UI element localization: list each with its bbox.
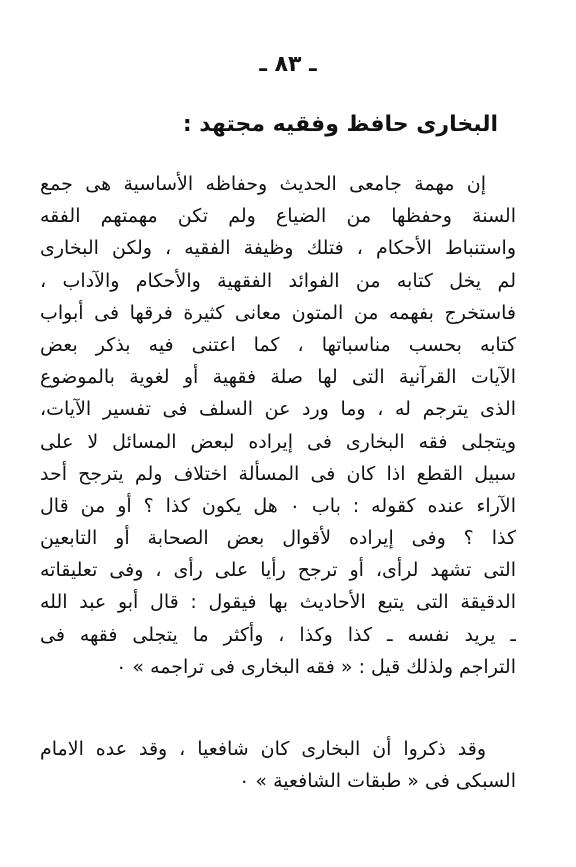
- text-line: ـ يريد نفسه ـ كذا وكذا ، وأكثر ما يتجلى فقهه فى: [40, 623, 516, 646]
- text-line: واستنباط الأحكام ، فتلك وظيفة الفقيه ، ولكن البخارى: [40, 237, 516, 260]
- text-line: فاستخرج بفهمه من المتون معانى كثيرة فرقها فى أبواب: [40, 301, 516, 324]
- text-line: الآيات القرآنية التى لها صلة فقهية أو لغوية بالموضوع: [40, 366, 516, 389]
- text-line: السنة وحفظها من الضياع ولم تكن مهمتهم الفقه: [40, 205, 516, 228]
- paragraph-2: [40, 733, 516, 797]
- text-line: السبكى فى « طبقات الشافعية » ٠: [239, 770, 516, 793]
- text-line: الآراء عنده كقوله : باب ٠ هل يكون كذا ؟ أو من قال: [40, 494, 516, 517]
- text-line: وقد ذكروا أن البخارى كان شافعيا ، وقد عده الامام: [40, 738, 486, 760]
- text-line: لم يخل كتابه من الفوائد الفقهية والأحكام والآداب ،: [40, 269, 516, 292]
- section-title: البخارى حافظ وفقيه مجتهد :: [182, 112, 498, 137]
- text-line: التى تشهد لرأى، أو ترجح رأيا على رأى ، وفى تعليقاته: [40, 559, 516, 582]
- text-line: سبيل القطع اذا كان فى المسألة اختلاف ولم يترجح أحد: [40, 462, 516, 485]
- text-line: ويتجلى فقه البخارى فى إيراده لبعض المسائل لا على: [40, 430, 516, 453]
- page-number: ـ ٨٣ ـ: [259, 52, 317, 77]
- text-line: كتابه بحسب مناسباتها ، كما اعتنى فيه بذكر بعض: [40, 333, 516, 356]
- text-line: كذا ؟ وفى إيراده لأقوال بعض الصحابة أو التابعين: [40, 527, 516, 550]
- text-line: التراجم ولذلك قيل : « فقه البخارى فى تراجمه » ٠: [116, 655, 516, 678]
- text-line: الذى يترجم له ، وما ورد عن السلف فى تفسير الآيات،: [40, 398, 516, 421]
- text-line: الدقيقة التى يتبع الأحاديث بها فيقول : قال أبو عبد الله: [40, 591, 516, 614]
- paragraph-1: [40, 168, 516, 683]
- text-line: إن مهمة جامعى الحديث وحفاظه الأساسية هى جمع: [40, 173, 486, 195]
